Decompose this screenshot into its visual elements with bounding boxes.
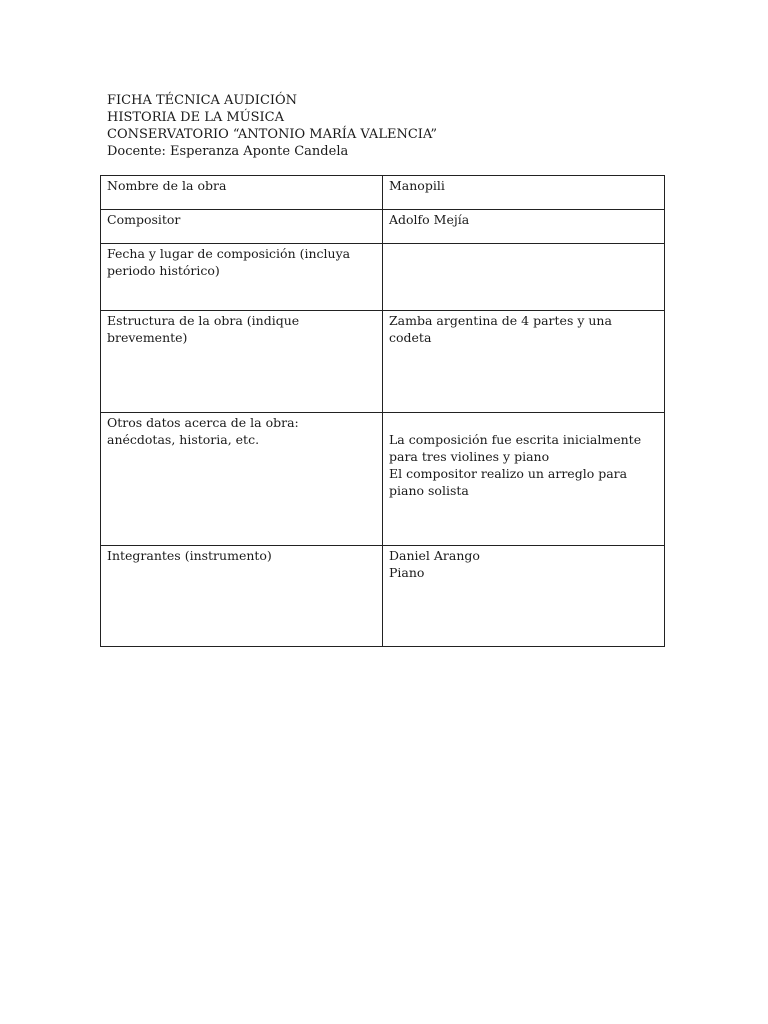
cell-text: Daniel Arango xyxy=(389,548,480,563)
cell-text: Otros datos acerca de la obra: xyxy=(107,415,299,430)
cell-text: Zamba argentina de 4 partes y una xyxy=(389,313,612,328)
label-cell xyxy=(101,176,383,210)
cell-text: anécdotas, historia, etc. xyxy=(107,432,260,447)
cell-text: El compositor realizo un arreglo para xyxy=(389,466,628,481)
label-cell xyxy=(101,413,383,546)
blank-line xyxy=(389,414,658,431)
table-row-structure xyxy=(101,311,665,413)
table-row-members xyxy=(101,546,665,647)
cell-text: periodo histórico) xyxy=(107,263,220,278)
cell-text: La composición fue escrita inicialmente xyxy=(389,432,642,447)
cell-text: Estructura de la obra (indique xyxy=(107,313,300,328)
value-cell xyxy=(383,210,665,244)
sheet-title: FICHA TÉCNICA AUDICIÓN xyxy=(107,93,298,108)
institution-name: CONSERVATORIO “ANTONIO MARÍA VALENCIA” xyxy=(107,127,438,142)
value-cell-empty xyxy=(383,244,665,311)
table-row-other-data xyxy=(101,413,665,546)
cell-text: Manopili xyxy=(389,178,445,193)
value-cell xyxy=(383,413,665,546)
audition-table xyxy=(100,175,665,647)
table-row-composer xyxy=(101,210,665,244)
table-row-work-name xyxy=(101,176,665,210)
document-header xyxy=(107,92,437,160)
teacher-name: Docente: Esperanza Aponte Candela xyxy=(107,144,349,159)
cell-text: Integrantes (instrumento) xyxy=(107,548,272,563)
cell-text: Nombre de la obra xyxy=(107,178,227,193)
cell-text: Adolfo Mejía xyxy=(389,212,470,227)
cell-text: piano solista xyxy=(389,483,469,498)
label-cell xyxy=(101,210,383,244)
cell-text: codeta xyxy=(389,330,432,345)
label-cell xyxy=(101,546,383,647)
cell-text: Fecha y lugar de composición (incluya xyxy=(107,246,351,261)
cell-text: Compositor xyxy=(107,212,181,227)
cell-text: para tres violines y piano xyxy=(389,449,550,464)
cell-text: Piano xyxy=(389,565,425,580)
value-cell xyxy=(383,546,665,647)
label-cell xyxy=(101,244,383,311)
cell-text: brevemente) xyxy=(107,330,188,345)
value-cell xyxy=(383,176,665,210)
table-row-date-place xyxy=(101,244,665,311)
course-name: HISTORIA DE LA MÚSICA xyxy=(107,110,284,125)
value-cell xyxy=(383,311,665,413)
label-cell xyxy=(101,311,383,413)
